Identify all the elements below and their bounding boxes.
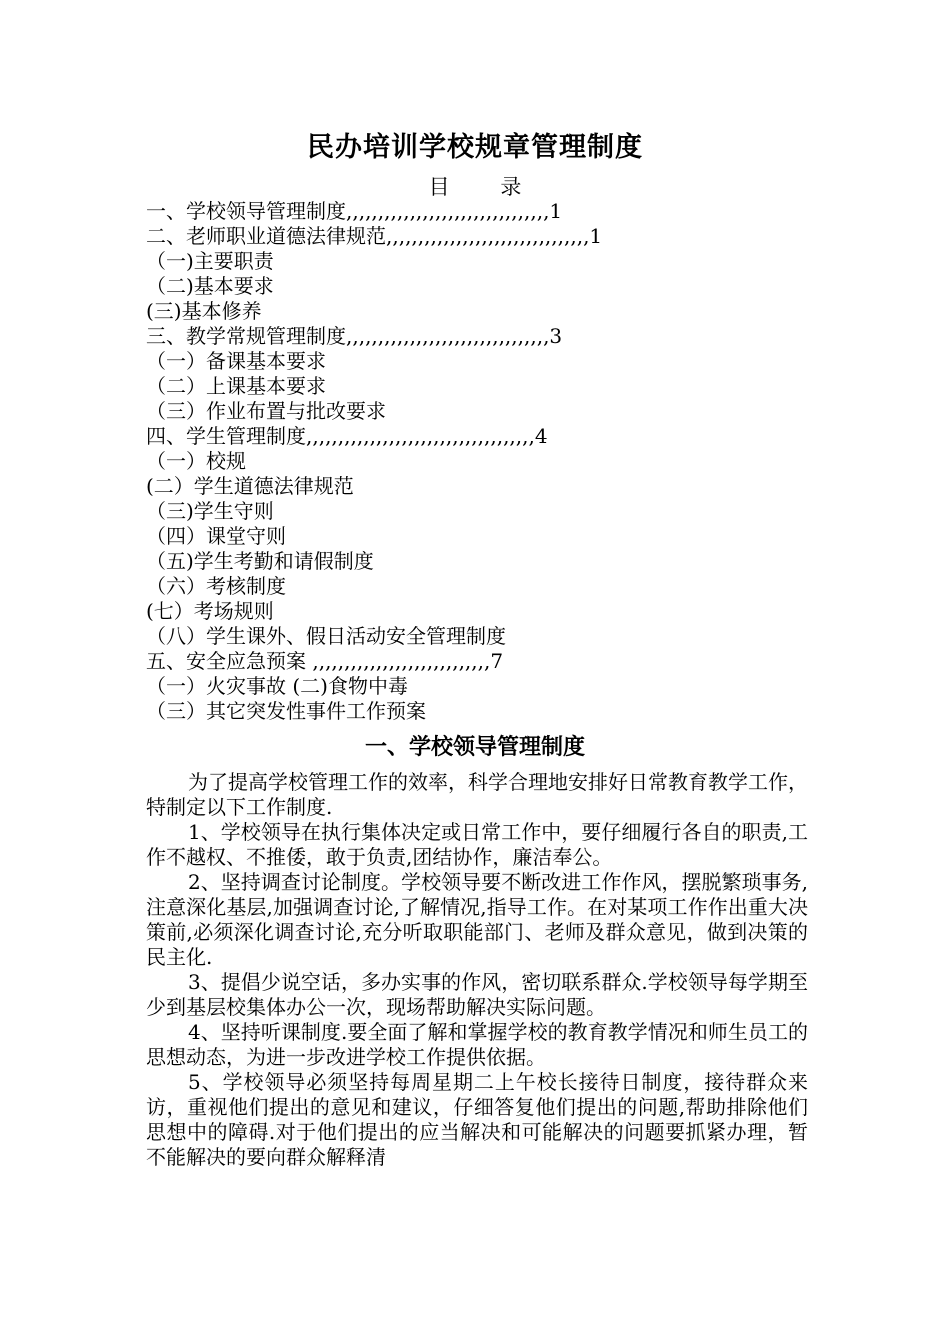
paragraph-item: 2、坚持调查讨论制度。学校领导要不断改进工作作风，摆脱繁琐事务,注意深化基层,加强调查讨论,了解情况,指导工作。在对某项工作作出重大决策前,必须深化调查讨论,充分听取职能部门、老师及群众意见，做到决策的民主化. xyxy=(146,870,808,969)
toc-entry-5: 五、安全应急预案 ,,,,,,,,,,,,,,,,,,,,,,,,,,,,7 xyxy=(146,649,504,673)
toc-subentry: （五)学生考勤和请假制度 xyxy=(146,549,374,573)
toc-entry-3: 三、教学常规管理制度,,,,,,,,,,,,,,,,,,,,,,,,,,,,,,,,3 xyxy=(146,324,563,348)
toc-subentry: （一）校规 xyxy=(146,449,246,473)
table-of-contents xyxy=(146,199,826,724)
toc-subentry: （八）学生课外、假日活动安全管理制度 xyxy=(146,624,506,648)
toc-subentry: （六）考核制度 xyxy=(146,574,286,598)
toc-subentry: （一）备课基本要求 xyxy=(146,349,326,373)
toc-subentry: （四）课堂守则 xyxy=(146,524,286,548)
paragraph-intro: 为了提高学校管理工作的效率，科学合理地安排好日常教育教学工作，特制定以下工作制度. xyxy=(146,770,808,819)
section-heading: 一、学校领导管理制度 xyxy=(364,734,585,760)
paragraph-item: 4、坚持听课制度.要全面了解和掌握学校的教育教学情况和师生员工的思想动态，为进一步改进学校工作提供依据。 xyxy=(146,1020,808,1069)
toc-subentry: (七）考场规则 xyxy=(146,599,274,623)
toc-subentry: （三)学生守则 xyxy=(146,499,274,523)
paragraph-item: 3、提倡少说空话，多办实事的作风，密切联系群众.学校领导每学期至少到基层校集体办公一次，现场帮助解决实际问题。 xyxy=(146,970,808,1019)
toc-entry-4: 四、学生管理制度,,,,,,,,,,,,,,,,,,,,,,,,,,,,,,,,,,,,4 xyxy=(146,424,548,448)
document-title: 民办培训学校规章管理制度 xyxy=(307,132,643,163)
toc-subentry: (二）学生道德法律规范 xyxy=(146,474,354,498)
toc-subentry: （一）火灾事故 (二)食物中毒 xyxy=(146,674,408,698)
toc-entry-2: 二、老师职业道德法律规范,,,,,,,,,,,,,,,,,,,,,,,,,,,,,,,,1 xyxy=(146,224,603,248)
toc-heading: 目 录 xyxy=(428,175,544,199)
paragraph-item: 1、学校领导在执行集体决定或日常工作中，要仔细履行各自的职责,工作不越权、不推倭，敢于负责,团结协作，廉洁奉公。 xyxy=(146,820,808,869)
toc-subentry: (三)基本修养 xyxy=(146,299,262,323)
toc-subentry: （三）作业布置与批改要求 xyxy=(146,399,386,423)
toc-subentry: （二）上课基本要求 xyxy=(146,374,326,398)
toc-subentry: （三）其它突发性事件工作预案 xyxy=(146,699,426,723)
section-body xyxy=(146,770,808,1170)
toc-subentry: （一)主要职责 xyxy=(146,249,274,273)
toc-entry-1: 一、学校领导管理制度,,,,,,,,,,,,,,,,,,,,,,,,,,,,,,,,1 xyxy=(146,199,563,223)
paragraph-item: 5、学校领导必须坚持每周星期二上午校长接待日制度，接待群众来访，重视他们提出的意见和建议，仔细答复他们提出的问题,帮助排除他们思想中的障碍.对于他们提出的应当解决和可能解决的问题要抓紧办理，暂不能解决的要向群众解释清 xyxy=(146,1070,808,1169)
toc-subentry: （二)基本要求 xyxy=(146,274,274,298)
